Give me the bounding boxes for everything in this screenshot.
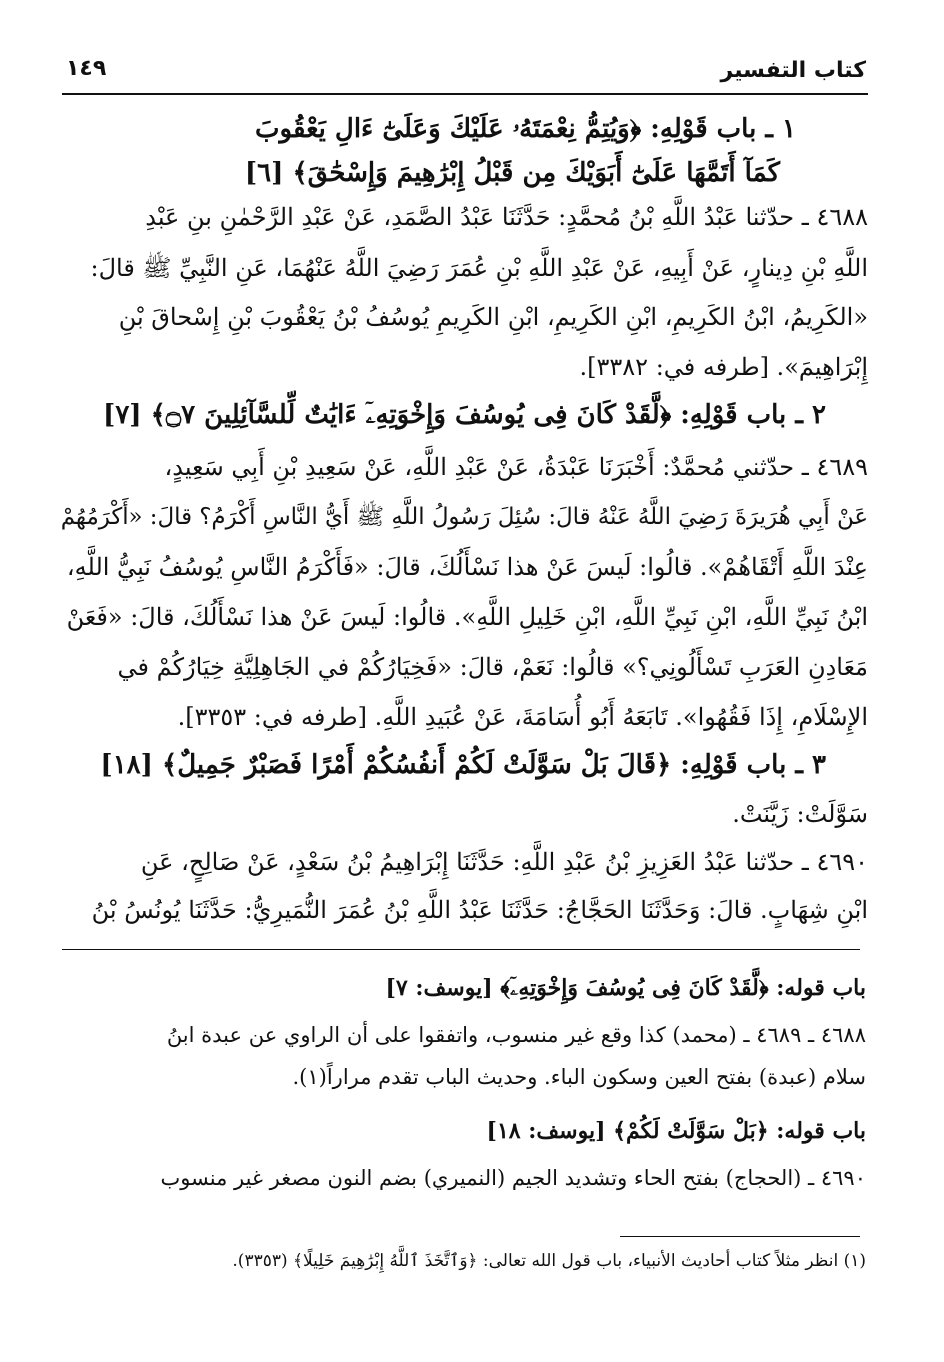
hadith-4688-line-2: اللَّهِ بْنِ دِينارٍ، عَنْ أَبِيهِ، عَنْ عَبْدِ اللَّهِ بْنِ عُمَرَ رَضِيَ اللَّهُ عَنْهُمَا، عَنِ النَّبِيِّ ﷺ قالَ: (90, 254, 868, 282)
hadith-4690-line-2: ابْنِ شِهَابٍ. قالَ: وَحَدَّثَنَا الحَجَّاجُ: حَدَّثَنَا عَبْدُ اللَّهِ بْنُ عُمَرَ النُّمَيرِيُّ: حَدَّثَنَا يُونُسُ بْنُ (91, 896, 868, 924)
hadith-4689-line-2: عَنْ أَبِي هُرَيرَةَ رَضِيَ اللَّهُ عَنْهُ قالَ: سُئِلَ رَسُولُ اللَّهِ ﷺ أَيُّ النَّاسِ أَكْرَمُ؟ قالَ: «أَكْرَمُهُمْ (60, 504, 868, 530)
page-number: ١٤٩ (66, 56, 107, 81)
commentary-heading-2: باب قوله: ﴿بَلْ سَوَّلَتْ لَكُمْ﴾ [يوسف: ١٨] (486, 1118, 866, 1144)
hadith-4689-line-4: ابْنُ نَبِيِّ اللَّهِ، ابْنِ نَبِيِّ اللَّهِ، ابْنِ خَلِيلِ اللَّهِ». قالُوا: لَيسَ عَنْ هذا نَسْأَلُكَ، قالَ: «فَعَنْ (66, 603, 868, 631)
hadith-4690-line-1: ٤٦٩٠ ـ حدّثنا عَبْدُ العَزِيزِ بْنُ عَبْدِ اللَّهِ: حَدَّثَنَا إِبْرَاهِيمُ بْنُ سَعْدٍ، عَنْ صَالِحٍ، عَنِ (140, 848, 868, 876)
chapter-heading-2: ٢ ـ باب قَوْلِهِ: ﴿لَّقَدْ كَانَ فِى يُوسُفَ وَإِخْوَتِهِۦٓ ءَايَٰتٌ لِّلسَّآئِلِينَ ۝٧﴾ [٧] (103, 400, 826, 430)
chapter-heading-1: ١ ـ باب قَوْلِهِ: ﴿وَيُتِمُّ نِعْمَتَهُۥ عَلَيْكَ وَعَلَىٰٓ ءَالِ يَعْقُوبَ (255, 114, 796, 144)
footnote-separator (620, 1236, 860, 1237)
hadith-4688-line-1: ٤٦٨٨ ـ حدّثنا عَبْدُ اللَّهِ بْنُ مُحمَّدٍ: حَدَّثَنَا عَبْدُ الصَّمَدِ، عَنْ عَبْدِ الرَّحْمٰنِ بنِ عَبْدِ (145, 203, 868, 231)
running-header-title: كتاب التفسير (720, 58, 866, 83)
hadith-4689-line-6: الإِسْلَامِ، إِذَا فَقُهُوا». تَابَعَهُ أَبُو أُسَامَةَ، عَنْ عُبَيدِ اللَّهِ. [طرفه في: ٣٣٥٣]. (177, 703, 868, 731)
hadith-4689-line-5: مَعَادِنِ العَرَبِ تَسْأَلُونِي؟» قالُوا: نَعَمْ، قالَ: «فَخِيَارُكُمْ في الجَاهِلِيَّةِ خِيَارُكُمْ في (117, 653, 868, 681)
chapter-heading-1-cont: كَمَآ أَتَمَّهَا عَلَىٰٓ أَبَوَيْكَ مِن قَبْلُ إِبْرَٰهِيمَ وَإِسْحَٰقَ﴾ [٦] (244, 158, 780, 188)
hadith-4688-line-4: إِبْرَاهِيمَ». [طرفه في: ٣٣٨٢]. (579, 353, 868, 381)
commentary-4688-line-2: سلام (عبدة) بفتح العين وسكون الباء. وحديث الباب تقدم مراراً(١). (292, 1065, 866, 1089)
chapter-heading-3: ٣ ـ باب قَوْلِهِ: ﴿قَالَ بَلْ سَوَّلَتْ لَكُمْ أَنفُسُكُمْ أَمْرًا فَصَبْرٌ جَمِيلٌ﴾ [١٨] (100, 750, 826, 780)
commentary-4690-line-1: ٤٦٩٠ ـ (الحجاج) بفتح الحاء وتشديد الجيم (النميري) بضم النون مصغر غير منسوب (160, 1166, 866, 1190)
footnote-1: (١) انظر مثلاً كتاب أحاديث الأنبياء، باب قول الله تعالى: ﴿وَٱتَّخَذَ ٱللَّهُ إِبْرَٰهِيمَ خَلِيلًا﴾ (٣٣٥٣). (232, 1251, 866, 1271)
commentary-heading-1: باب قوله: ﴿لَّقَدْ كَانَ فِى يُوسُفَ وَإِخْوَتِهِۦٓ﴾ [يوسف: ٧] (385, 975, 866, 1001)
gloss-sawwalat: سَوَّلَتْ: زَيَّنَتْ. (732, 800, 868, 828)
commentary-4688-line-1: ٤٦٨٨ ـ ٤٦٨٩ ـ (محمد) كذا وقع غير منسوب، واتفقوا على أن الراوي عن عبدة ابنُ (166, 1023, 866, 1047)
hadith-4689-line-1: ٤٦٨٩ ـ حدّثني مُحمَّدٌ: أَخْبَرَنَا عَبْدَةُ، عَنْ عَبْدِ اللَّهِ، عَنْ سَعِيدِ بْنِ أَبِي سَعِيدٍ، (164, 453, 868, 481)
commentary-separator (62, 949, 860, 950)
hadith-4688-line-3: «الكَرِيمُ، ابْنُ الكَرِيمِ، ابْنِ الكَرِيمِ، ابْنِ الكَرِيمِ يُوسُفُ بْنُ يَعْقُوبَ بْنِ إِسْحاقَ بْنِ (118, 303, 868, 331)
header-rule (62, 93, 868, 95)
hadith-4689-line-3: عِنْدَ اللَّهِ أَتْقَاهُمْ». قالُوا: لَيسَ عَنْ هذا نَسْأَلُكَ، قالَ: «فَأَكْرَمُ النَّاسِ يُوسُفُ نَبِيُّ اللَّهِ، (66, 553, 868, 581)
